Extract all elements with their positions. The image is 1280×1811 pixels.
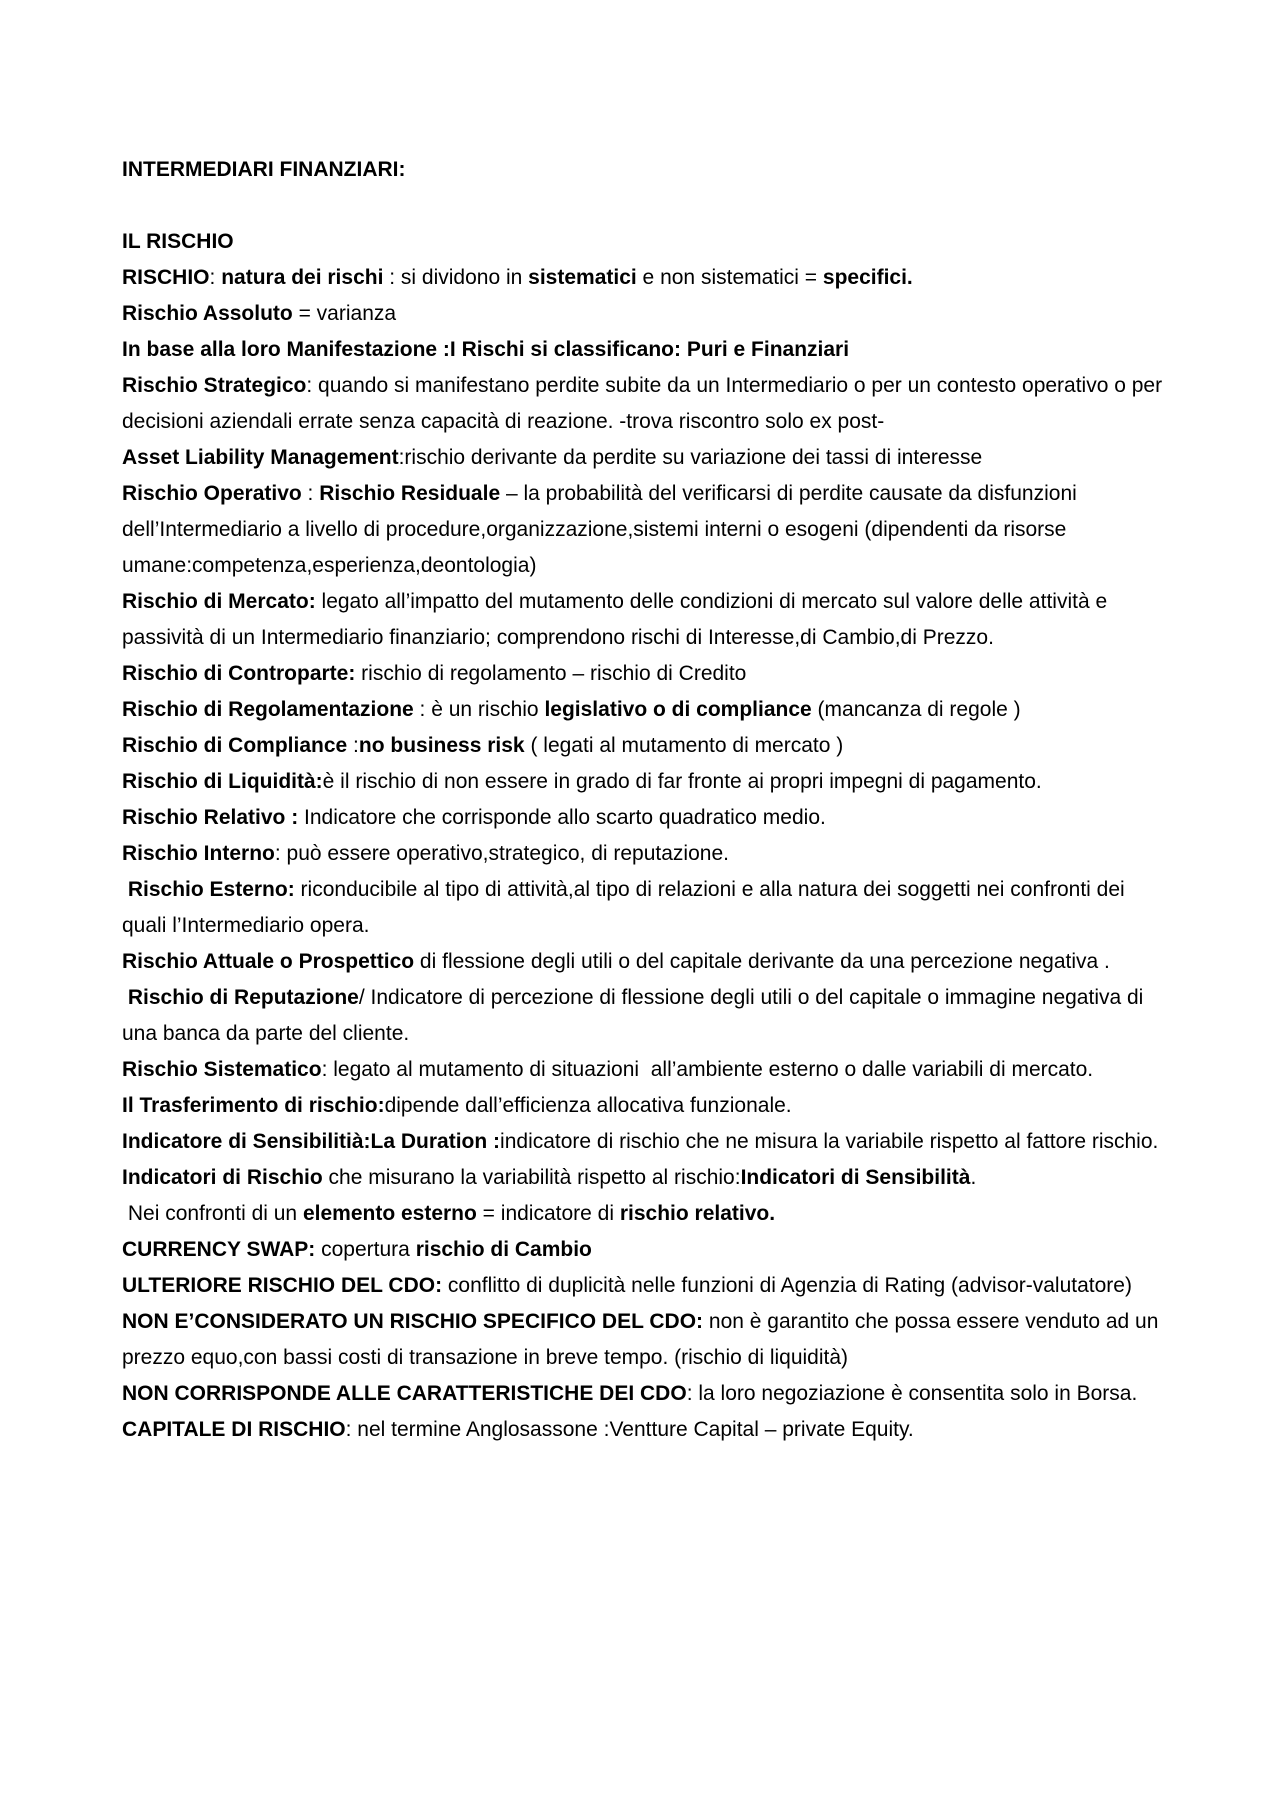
bold-text-run: CURRENCY SWAP: <box>122 1238 316 1261</box>
blank-line <box>122 188 1172 224</box>
bold-text-run: Rischio Esterno: <box>127 878 295 901</box>
text-run: che misurano la variabilità rispetto al rischio: <box>322 1166 741 1189</box>
paragraph <box>122 656 1172 692</box>
bold-text-run: rischio relativo. <box>619 1202 776 1225</box>
text-run: : <box>209 266 222 289</box>
paragraph <box>122 260 1172 296</box>
bold-text-run: elemento esterno <box>302 1202 477 1225</box>
bold-text-run: sistematici <box>528 266 637 289</box>
paragraph <box>122 800 1172 836</box>
bold-text-run: Rischio Attuale o Prospettico <box>122 950 415 973</box>
text-run: copertura <box>315 1238 416 1261</box>
text-run: : <box>347 734 359 757</box>
text-run: rischio di regolamento – rischio di Credito <box>355 662 747 685</box>
text-run: riconducibile al tipo di attività,al tipo di relazioni e alla natura dei soggetti nei confronti dei quali l’Intermediario opera. <box>122 878 1131 937</box>
text-run: : la loro negoziazione è consentita solo in Borsa. <box>686 1382 1138 1405</box>
text-run: Indicatore che corrisponde allo scarto quadratico medio. <box>298 806 826 829</box>
text-run: = indicatore di <box>476 1202 620 1225</box>
paragraph <box>122 1412 1172 1448</box>
paragraph-list <box>122 260 1172 1448</box>
text-run: di flessione degli utili o del capitale derivante da una percezione negativa . <box>414 950 1110 973</box>
bold-text-run: rischio di Cambio <box>415 1238 592 1261</box>
paragraph <box>122 476 1172 584</box>
text-run: / Indicatore di percezione di flessione degli utili o del capitale o immagine negativa di una banca da parte del cliente. <box>122 986 1150 1045</box>
bold-text-run: Rischio di Mercato: <box>122 590 316 613</box>
paragraph <box>122 764 1172 800</box>
text-run: : è un rischio <box>413 698 545 721</box>
document-page <box>122 152 1172 1448</box>
paragraph <box>122 1088 1172 1124</box>
text-run: : <box>301 482 320 505</box>
paragraph <box>122 296 1172 332</box>
paragraph <box>122 1052 1172 1088</box>
bold-text-run: Rischio di Controparte: <box>122 662 356 685</box>
bold-text-run: Asset Liability Management <box>122 446 399 469</box>
bold-text-run: Indicatori di Rischio <box>122 1166 323 1189</box>
bold-text-run: Rischio Strategico <box>122 374 307 397</box>
text-run: conflitto di duplicità nelle funzioni di Agenzia di Rating (advisor-valutatore) <box>442 1274 1132 1297</box>
bold-text-run: Indicatore di Sensibilitià:La Duration : <box>122 1130 501 1153</box>
bold-text-run: RISCHIO <box>122 266 210 289</box>
text-run: : si dividono in <box>383 266 529 289</box>
paragraph <box>122 368 1172 440</box>
bold-text-run: Rischio Assoluto <box>122 302 293 325</box>
bold-text-run: specifici. <box>822 266 913 289</box>
paragraph <box>122 1124 1172 1160</box>
text-run: indicatore di rischio che ne misura la variabile rispetto al fattore rischio. <box>500 1130 1159 1153</box>
text-run: dipende dall’efficienza allocativa funzionale. <box>384 1094 792 1117</box>
paragraph <box>122 728 1172 764</box>
text-run: Nei confronti di un <box>122 1202 303 1225</box>
paragraph <box>122 584 1172 656</box>
paragraph <box>122 872 1172 944</box>
bold-text-run: Rischio di Compliance <box>122 734 348 757</box>
text-run: – la probabilità del verificarsi di perdite causate da disfunzioni dell’Intermediario a livello di procedure,organizzazione,sistemi interni o esogeni (dipendenti da risorse umane:competenza,esperienza,deontologia) <box>122 482 1083 577</box>
bold-text-run: Rischio Residuale <box>319 482 501 505</box>
paragraph <box>122 1160 1172 1196</box>
paragraph <box>122 836 1172 872</box>
bold-text-run: Indicatori di Sensibilità <box>740 1166 971 1189</box>
paragraph <box>122 332 1172 368</box>
bold-text-run: Rischio Interno <box>122 842 275 865</box>
section-title: IL RISCHIO <box>122 230 234 253</box>
text-run: : può essere operativo,strategico, di reputazione. <box>274 842 729 865</box>
text-run: legato all’impatto del mutamento delle condizioni di mercato sul valore delle attività e passività di un Intermediario finanziario; comprendono rischi di Interesse,di Cambio,di Prezzo. <box>122 590 1113 649</box>
paragraph <box>122 1232 1172 1268</box>
bold-text-run: Rischio di Regolamentazione <box>122 698 414 721</box>
paragraph <box>122 692 1172 728</box>
text-run: : legato al mutamento di situazioni all’ambiente esterno o dalle variabili di mercato. <box>321 1058 1094 1081</box>
text-run: :rischio derivante da perdite su variazione dei tassi di interesse <box>398 446 983 469</box>
text-run: ( legati al mutamento di mercato ) <box>524 734 844 757</box>
bold-text-run: no business risk <box>358 734 525 757</box>
text-run: non è garantito che possa essere venduto ad un prezzo equo,con bassi costi di transazione in breve tempo. (rischio di liquidità) <box>122 1310 1165 1369</box>
text-run: . <box>970 1166 977 1189</box>
bold-text-run: Rischio Relativo : <box>122 806 299 829</box>
text-run: e non sistematici = <box>636 266 823 289</box>
paragraph <box>122 1376 1172 1412</box>
bold-text-run: natura dei rischi <box>221 266 384 289</box>
text-run: è il rischio di non essere in grado di far fronte ai propri impegni di pagamento. <box>322 770 1042 793</box>
paragraph <box>122 1196 1172 1232</box>
bold-text-run: NON CORRISPONDE ALLE CARATTERISTICHE DEI CDO <box>122 1382 687 1405</box>
bold-text-run: Il Trasferimento di rischio: <box>122 1094 385 1117</box>
text-run: (mancanza di regole ) <box>811 698 1021 721</box>
paragraph <box>122 980 1172 1052</box>
text-run: : nel termine Anglosassone :Ventture Capital – private Equity. <box>345 1418 914 1441</box>
bold-text-run: In base alla loro Manifestazione :I Rischi si classificano: Puri e Finanziari <box>122 338 850 361</box>
paragraph <box>122 944 1172 980</box>
paragraph <box>122 1304 1172 1376</box>
bold-text-run: Rischio di Liquidità: <box>122 770 323 793</box>
paragraph <box>122 440 1172 476</box>
bold-text-run: Rischio di Reputazione <box>127 986 359 1009</box>
text-run: : quando si manifestano perdite subite da un Intermediario o per un contesto operativo o per decisioni aziendali errate senza capacità di reazione. -trova riscontro solo ex post- <box>122 374 1168 433</box>
text-run: = varianza <box>292 302 397 325</box>
bold-text-run: ULTERIORE RISCHIO DEL CDO: <box>122 1274 443 1297</box>
bold-text-run: Rischio Operativo <box>122 482 302 505</box>
bold-text-run: legislativo o di compliance <box>544 698 812 721</box>
document-title: INTERMEDIARI FINANZIARI: <box>122 158 406 181</box>
bold-text-run: CAPITALE DI RISCHIO <box>122 1418 346 1441</box>
bold-text-run: Rischio Sistematico <box>122 1058 322 1081</box>
bold-text-run: NON E’CONSIDERATO UN RISCHIO SPECIFICO DEL CDO: <box>122 1310 704 1333</box>
paragraph <box>122 1268 1172 1304</box>
